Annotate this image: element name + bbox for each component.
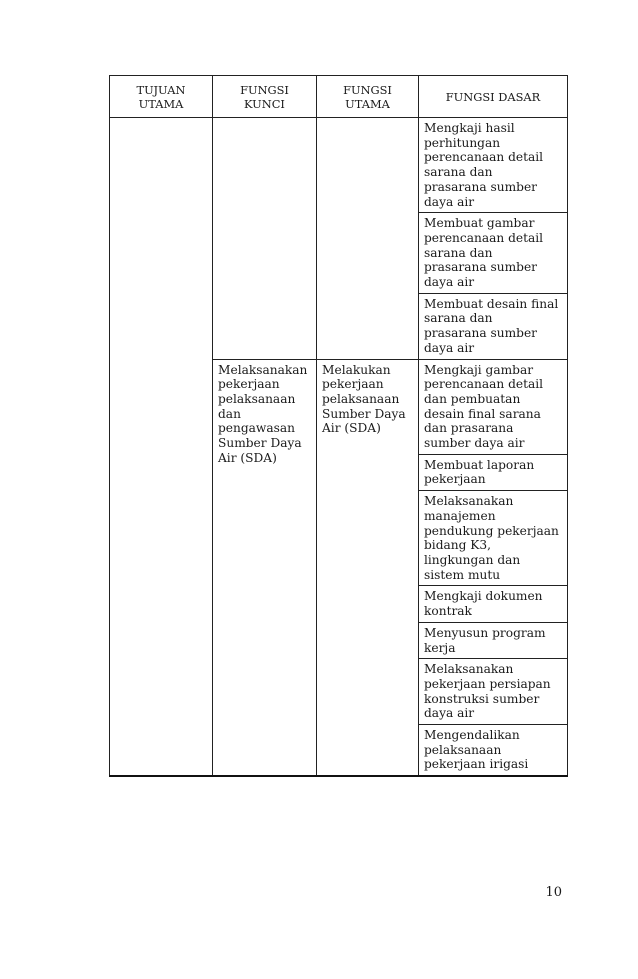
fungsi-dasar-cell xyxy=(419,454,568,490)
cell-text-line: daya air xyxy=(424,340,475,355)
fungsi-kunci-empty-cell xyxy=(213,118,317,360)
cell-text-line: prasarana sumber xyxy=(424,260,537,275)
header-fungsi-kunci: FUNGSI KUNCI xyxy=(213,76,317,118)
cell-text-line: perhitungan xyxy=(424,135,501,150)
cell-text-line: prasarana sumber xyxy=(424,179,537,194)
cell-text-line: sarana dan xyxy=(424,311,493,326)
header-fungsi-dasar: FUNGSI DASAR xyxy=(419,76,568,118)
cell-text-line: perencanaan detail xyxy=(424,150,544,165)
cell-text-line: dan xyxy=(218,406,241,421)
cell-text-line: Membuat gambar xyxy=(424,216,535,231)
header-row xyxy=(110,76,568,118)
cell-text-line: Sumber Daya xyxy=(218,436,302,451)
cell-text-line: sarana dan xyxy=(424,245,493,260)
cell-text-line: Melaksanakan xyxy=(424,662,514,677)
tujuan-utama-cell xyxy=(110,118,213,777)
cell-text-line: Air (SDA) xyxy=(322,421,381,436)
header-fungsi-utama: FUNGSI UTAMA xyxy=(317,76,419,118)
cell-text-line: sistem mutu xyxy=(424,567,501,582)
cell-text-line: prasarana sumber xyxy=(424,326,537,341)
fungsi-dasar-cell xyxy=(419,359,568,454)
cell-text-line: Menyusun program xyxy=(424,625,546,640)
fungsi-dasar-cell xyxy=(419,293,568,359)
fungsi-utama-cell xyxy=(317,359,419,776)
cell-text-line: manajemen xyxy=(424,508,496,523)
cell-text-line: dan prasarana xyxy=(424,421,514,436)
cell-text-line: pelaksanaan xyxy=(218,391,296,406)
cell-text-line: pengawasan xyxy=(218,421,295,436)
table-row xyxy=(110,118,568,213)
cell-text-line: Membuat desain final xyxy=(424,296,559,311)
cell-text-line: pelaksanaan xyxy=(424,742,502,757)
cell-text-line: pelaksanaan xyxy=(322,391,400,406)
cell-text-line: Melaksanakan xyxy=(424,494,514,509)
cell-text-line: pendukung pekerjaan xyxy=(424,523,559,538)
fungsi-dasar-cell xyxy=(419,659,568,725)
cell-text-line: pekerjaan xyxy=(322,377,384,392)
cell-text-line: Membuat laporan xyxy=(424,457,535,472)
cell-text-line: sumber daya air xyxy=(424,436,525,451)
cell-text-line: Melakukan xyxy=(322,362,391,377)
page-number: 10 xyxy=(545,885,562,900)
fungsi-kunci-cell xyxy=(213,359,317,776)
cell-text-line: Mengendalikan xyxy=(424,728,520,743)
header-tujuan-utama: TUJUAN UTAMA xyxy=(110,76,213,118)
fungsi-dasar-cell xyxy=(419,586,568,622)
fungsi-dasar-cell xyxy=(419,213,568,294)
cell-text-line: Sumber Daya xyxy=(322,406,406,421)
cell-text-line: Mengkaji gambar xyxy=(424,362,534,377)
cell-text-line: daya air xyxy=(424,275,475,290)
cell-text-line: kerja xyxy=(424,640,456,655)
cell-text-line: pekerjaan persiapan xyxy=(424,676,551,691)
cell-text-line: perencanaan detail xyxy=(424,230,544,245)
cell-text-line: bidang K3, xyxy=(424,538,492,553)
cell-text-line: Mengkaji hasil xyxy=(424,121,515,135)
fungsi-dasar-cell xyxy=(419,118,568,213)
cell-text-line: Air (SDA) xyxy=(218,450,277,465)
cell-text-line: pekerjaan irigasi xyxy=(424,757,529,772)
cell-text-line: pekerjaan xyxy=(218,377,280,392)
cell-text-line: pekerjaan xyxy=(424,472,486,487)
fungsi-utama-empty-cell xyxy=(317,118,419,360)
cell-text-line: lingkungan dan xyxy=(424,552,521,567)
fungsi-dasar-cell xyxy=(419,491,568,586)
competency-table xyxy=(109,75,568,777)
cell-text-line: daya air xyxy=(424,706,475,721)
cell-text-line: kontrak xyxy=(424,604,472,619)
cell-text-line: Melaksanakan xyxy=(218,362,308,377)
cell-text-line: dan pembuatan xyxy=(424,391,521,406)
cell-text-line: Mengkaji dokumen xyxy=(424,589,543,604)
cell-text-line: desain final sarana xyxy=(424,406,541,421)
cell-text-line: sarana dan xyxy=(424,165,493,180)
fungsi-dasar-cell xyxy=(419,725,568,777)
cell-text-line: konstruksi sumber xyxy=(424,691,540,706)
fungsi-dasar-cell xyxy=(419,622,568,658)
cell-text-line: daya air xyxy=(424,194,475,209)
cell-text-line: perencanaan detail xyxy=(424,377,544,392)
